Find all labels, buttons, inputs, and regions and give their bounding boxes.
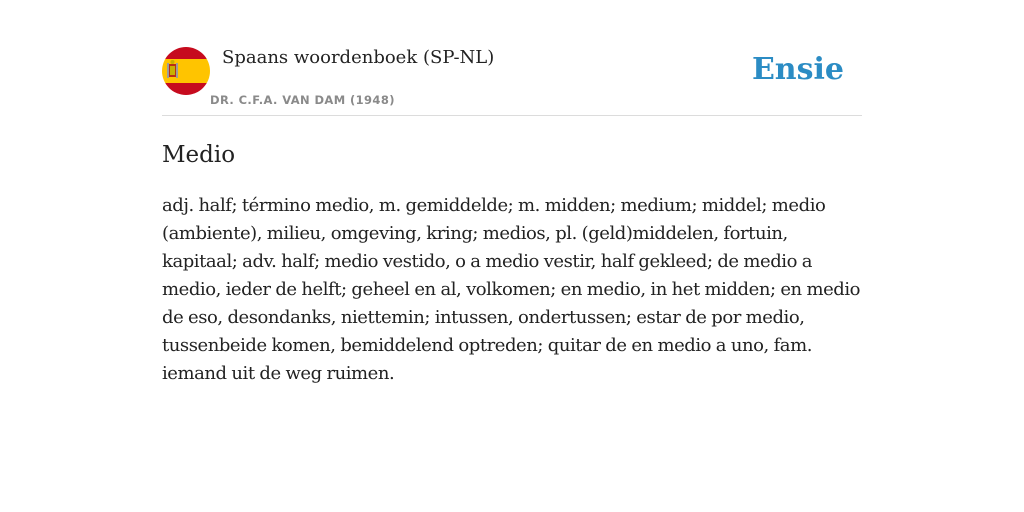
dictionary-author: DR. C.F.A. VAN DAM (1948) xyxy=(210,93,395,107)
entry-title: Medio xyxy=(162,142,236,168)
dictionary-header xyxy=(162,46,862,116)
ensie-logo[interactable]: Ensie xyxy=(751,52,844,87)
spain-flag-icon xyxy=(162,47,210,95)
entry-definition: adj. half; término medio, m. gemiddelde; m. midden; medium; middel; medio (ambiente), milieu, omgeving, kring; medios, pl. (geld)middelen, fortuin, kapitaal; adv. half; medio vestido, o a medio vestir, half gekleed; de medio a medio, ieder de helft; geheel en al, volkomen; en medio, in het midden; en medio de eso, desondanks, niettemin; intussen, ondertussen; estar de por medio, tussenbeide komen, bemiddelend optreden; quitar de en medio a uno, fam. iemand uit de weg ruimen. xyxy=(162,195,861,384)
dictionary-title[interactable]: Spaans woordenboek (SP-NL) xyxy=(222,47,495,68)
